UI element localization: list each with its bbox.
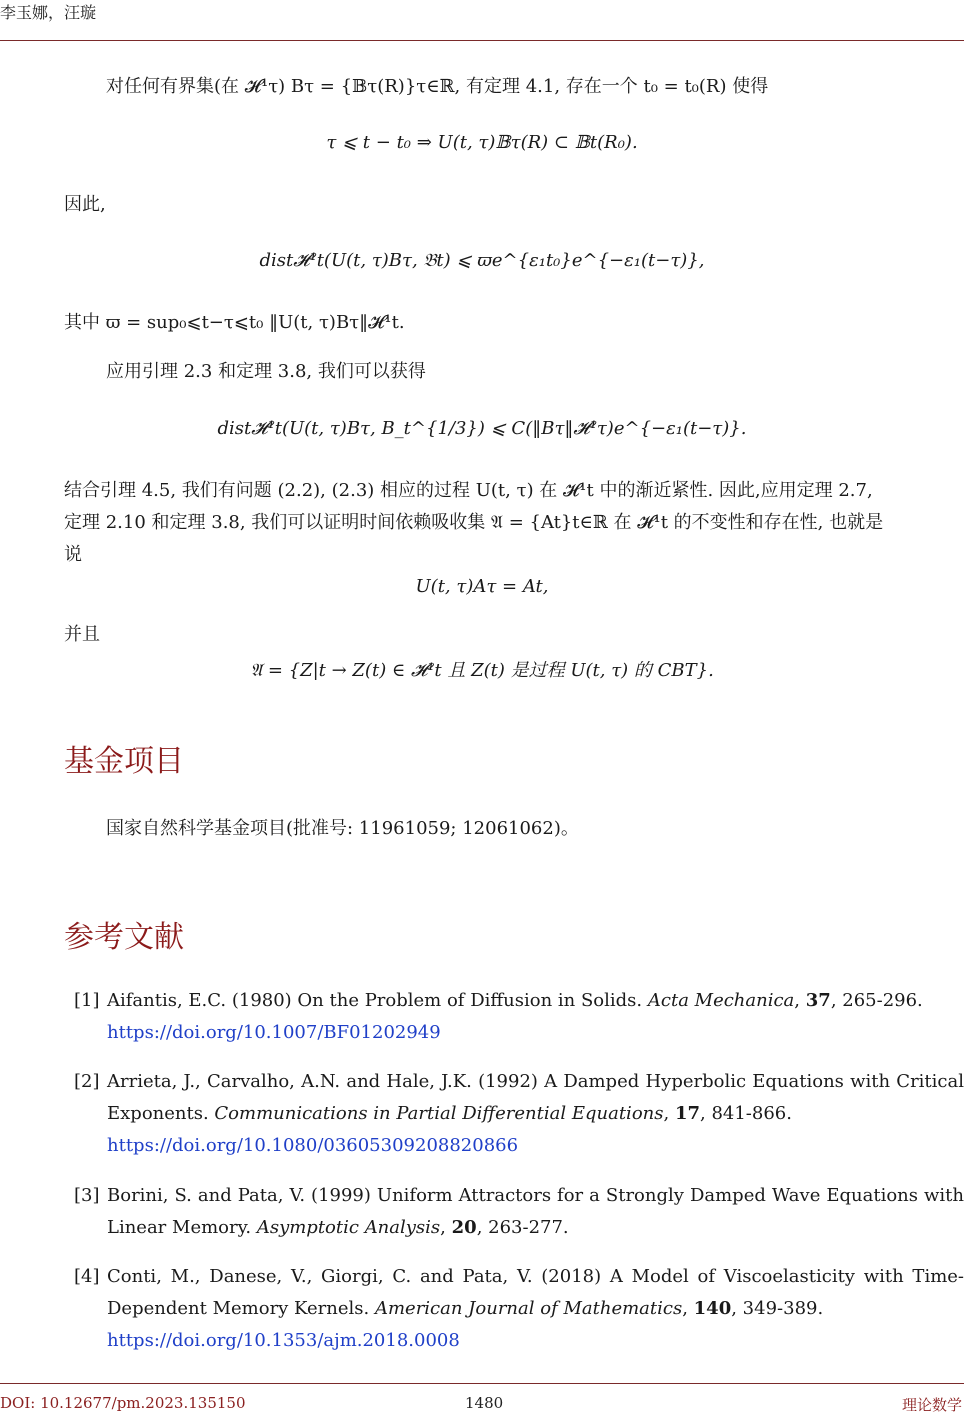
header-rule — [0, 40, 964, 41]
paragraph-4: 应用引理 2.3 和定理 3.8, 我们可以获得 — [106, 361, 426, 382]
reference-pages: , 349-389. — [731, 1298, 824, 1319]
reference-pages: , 841-866. — [700, 1103, 792, 1124]
equation-3: dist𝓗¹t(U(t, τ)Bτ, B_t^{1/3}) ⩽ C(‖Bτ‖𝓗¹τ)e^{−ε₁(t−τ)}. — [217, 418, 747, 439]
footer-journal-name: 理论数学 — [901, 1396, 962, 1414]
references-title: 参考文献 — [64, 920, 184, 955]
reference-journal: Acta Mechanica — [647, 990, 795, 1011]
reference-4 — [64, 1261, 964, 1357]
reference-text: Conti, M., Danese, V., Giorgi, C. and Pata, V. (2018) A Model of Viscoelasticity with Time-Dependent Memory Kernels. — [107, 1266, 964, 1319]
reference-separator: , — [663, 1103, 675, 1124]
paragraph-5-line-2: 定理 2.10 和定理 3.8, 我们可以证明时间依赖吸收集 𝔄 = {At}t∈ℝ 在 𝓗¹t 的不变性和存在性, 也就是 — [64, 512, 884, 533]
reference-journal: American Journal of Mathematics — [374, 1298, 683, 1319]
reference-journal: Asymptotic Analysis — [256, 1217, 441, 1238]
paragraph-1: 对任何有界集(在 𝓗¹τ) Bτ = {𝔹τ(R)}τ∈ℝ, 有定理 4.1, 存在一个 t₀ = t₀(R) 使得 — [106, 76, 769, 97]
reference-text: Arrieta, J., Carvalho, A.N. and Hale, J.K. (1992) A Damped Hyperbolic Equations with Critical Exponents. — [107, 1071, 964, 1124]
equation-2: dist𝓗¹t(U(t, τ)Bτ, 𝔅t) ⩽ ϖe^{ε₁t₀}e^{−ε₁(t−τ)}, — [259, 250, 705, 271]
funding-title: 基金项目 — [64, 744, 184, 779]
footer-page-number: 1480 — [465, 1394, 504, 1412]
reference-number: [3] — [74, 1185, 100, 1206]
paragraph-2: 因此, — [64, 194, 106, 215]
equation-4: U(t, τ)Aτ = At, — [415, 576, 549, 597]
reference-link[interactable]: https://doi.org/10.1007/BF01202949 — [107, 1022, 441, 1043]
reference-number: [2] — [74, 1071, 100, 1092]
reference-volume: 17 — [674, 1103, 700, 1124]
equation-1: τ ⩽ t − t₀ ⇒ U(t, τ)𝔹τ(R) ⊂ 𝔹t(R₀). — [326, 132, 638, 153]
reference-volume: 37 — [805, 990, 831, 1011]
reference-journal: Communications in Partial Differential Equations — [214, 1103, 664, 1124]
reference-link[interactable]: https://doi.org/10.1353/ajm.2018.0008 — [107, 1330, 460, 1351]
paragraph-3: 其中 ϖ = sup₀⩽t−τ⩽t₀ ‖U(t, τ)Bτ‖𝓗¹t. — [64, 312, 405, 333]
reference-1 — [64, 985, 964, 1049]
reference-pages: , 265-296. — [830, 990, 923, 1011]
reference-separator: , — [794, 990, 806, 1011]
reference-volume: 140 — [693, 1298, 732, 1319]
reference-3 — [64, 1180, 964, 1244]
reference-text: Borini, S. and Pata, V. (1999) Uniform Attractors for a Strongly Damped Wave Equations with Linear Memory. — [107, 1185, 964, 1238]
reference-pages: , 263-277. — [476, 1217, 569, 1238]
reference-separator: , — [440, 1217, 452, 1238]
paragraph-6: 并且 — [64, 624, 100, 645]
reference-volume: 20 — [451, 1217, 477, 1238]
funding-text: 国家自然科学基金项目(批准号: 11961059; 12061062)。 — [106, 818, 579, 839]
reference-2 — [64, 1066, 964, 1162]
header-authors: 李玉娜，汪璇 — [0, 3, 97, 22]
paragraph-5-line-1: 结合引理 4.5, 我们有问题 (2.2), (2.3) 相应的过程 U(t, τ) 在 𝓗¹t 中的渐近紧性. 因此,应用定理 2.7, — [64, 480, 873, 501]
reference-text: Aifantis, E.C. (1980) On the Problem of Diffusion in Solids. — [107, 990, 648, 1011]
reference-link[interactable]: https://doi.org/10.1080/03605309208820866 — [107, 1135, 519, 1156]
reference-separator: , — [682, 1298, 694, 1319]
footer-doi[interactable]: DOI: 10.12677/pm.2023.135150 — [0, 1394, 246, 1412]
reference-number: [4] — [74, 1266, 100, 1287]
footer-rule — [0, 1383, 964, 1384]
paragraph-5-line-3: 说 — [64, 544, 82, 565]
reference-number: [1] — [74, 990, 100, 1011]
equation-5: 𝔄 = {Z|t → Z(t) ∈ 𝓗¹t 且 Z(t) 是过程 U(t, τ) 的 CBT}. — [250, 660, 714, 681]
